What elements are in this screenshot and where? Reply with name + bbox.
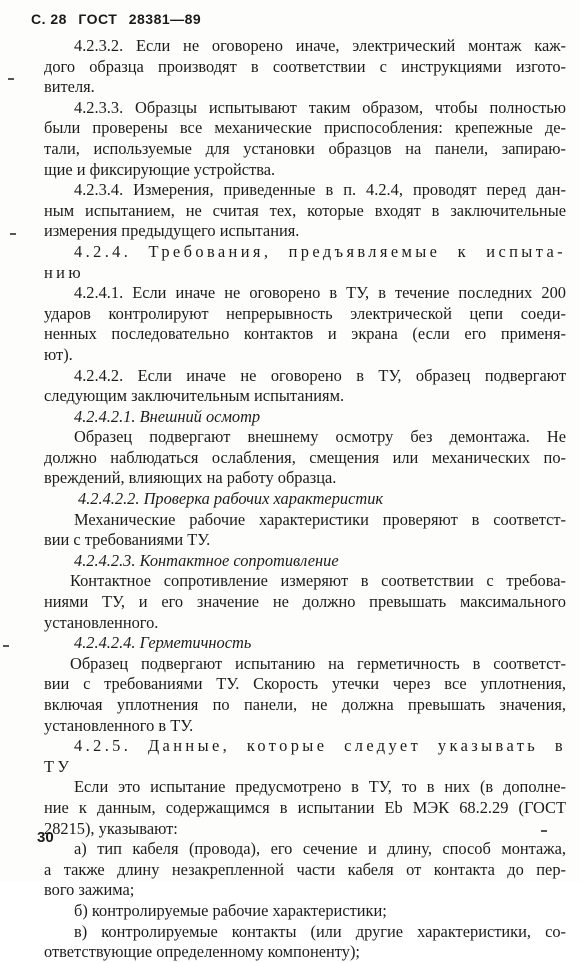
document-body <box>44 36 566 963</box>
text-line: Механические рабочие характеристики проверяют в соответст- <box>74 509 566 529</box>
text-line: вреждений, влияющих на работу образца. <box>44 468 337 488</box>
text-line: 4.2.3.2. Если не оговорено иначе, электрический монтаж каж- <box>74 36 566 55</box>
list-item-line: вого зажима; <box>44 880 135 900</box>
text-line: ние к данным, содержащимся в испытании Еb МЭК 68.2.29 (ГОСТ <box>44 797 566 817</box>
list-item-line: б) контролируемые рабочие характеристики; <box>74 900 387 920</box>
text-line: ют). <box>44 344 73 364</box>
text-line: Контактное сопротивление измеряют в соответствии с требова- <box>70 571 566 591</box>
section-heading-line: 4.2.5. Данные, которые следует указывать в <box>74 736 566 756</box>
text-line: установленного в ТУ. <box>44 715 194 735</box>
text-line: дого образца производят в соответствии с инструкциями изгото- <box>44 56 566 76</box>
standard-label: ГОСТ <box>78 11 118 27</box>
text-line: 4.2.3.4. Измерения, приведенные в п. 4.2.4, проводят перед дан- <box>74 180 566 200</box>
text-line: щие и фиксирующие устройства. <box>44 159 276 179</box>
text-line: измерения предыдущего испытания. <box>44 221 300 241</box>
list-item-line: а) тип кабеля (провода), его сечение и длину, способ монтажа, <box>74 839 566 859</box>
text-line: 4.2.3.3. Образцы испытывают таким образом, чтобы полностью <box>74 97 566 117</box>
text-line: должно наблюдаться ослабления, смещения или механических по- <box>44 447 566 467</box>
page-prefix: С. 28 <box>31 11 67 27</box>
text-line: 4.2.4.1. Если иначе не оговорено в ТУ, в течение последних 200 <box>74 283 566 303</box>
subsection-title: 4.2.4.2.2. Проверка рабочих характеристик <box>78 489 384 509</box>
text-line: следующим заключительным испытаниям. <box>44 386 345 406</box>
scan-speck <box>8 78 14 80</box>
list-item-line: а также длину незакрепленной части кабеля от контакта до пер- <box>44 859 566 879</box>
page-header <box>31 11 208 27</box>
text-line: ударов контролируют непрерывность электрической цепи соеди- <box>44 303 566 323</box>
list-item-line: ответствующие определенному компоненту); <box>44 942 360 962</box>
text-line: 4.2.4.2. Если иначе не оговорено в ТУ, образец подвергают <box>74 365 566 385</box>
section-heading-line: 4.2.4. Требования, предъявляемые к испыта- <box>74 241 566 261</box>
subsection-title: 4.2.4.2.3. Контактное сопротивление <box>74 550 339 570</box>
standard-number: 28381—89 <box>128 11 202 27</box>
text-line: установленного. <box>44 612 159 632</box>
text-line: вителя. <box>44 77 95 97</box>
subsection-title: 4.2.4.2.4. Герметичность <box>74 633 252 653</box>
section-heading-line: ТУ <box>44 756 73 776</box>
page-number: 30 <box>37 829 54 846</box>
subsection-title: 4.2.4.2.1. Внешний осмотр <box>74 406 261 426</box>
section-heading-line: нию <box>44 262 84 282</box>
text-line: Образец подвергают внешнему осмотру без демонтажа. Не <box>74 427 566 447</box>
text-line: вии с требованиями ТУ. Скорость утечки через все уплотнения, <box>44 674 566 694</box>
scan-speck <box>541 830 547 832</box>
text-line: Если это испытание предусмотрено в ТУ, то в них (в дополне- <box>74 777 566 797</box>
text-line: тали, используемые для установки образцов на панели, запираю- <box>44 138 566 158</box>
text-line: ненных последовательно контактов и экрана (если его применя- <box>44 324 566 344</box>
text-line: Образец подвергают испытанию на герметичность в соответст- <box>70 653 566 673</box>
text-line: включая уплотнения по панели, не должна превышать значения, <box>44 695 566 714</box>
text-line: были проверены все механические приспособления: крепежные де- <box>44 118 566 138</box>
list-item-line: в) контролируемые контакты (или другие характеристики, со- <box>74 921 566 941</box>
text-line: вии с требованиями ТУ. <box>44 530 211 550</box>
scan-speck <box>10 233 16 235</box>
text-line: ным испытанием, не считая тех, которые входят в заключительные <box>44 200 566 220</box>
scan-speck <box>3 645 9 647</box>
text-line: 28215), указывают: <box>44 818 178 838</box>
text-line: ниями ТУ, и его значение не должно превышать максимального <box>44 592 566 612</box>
